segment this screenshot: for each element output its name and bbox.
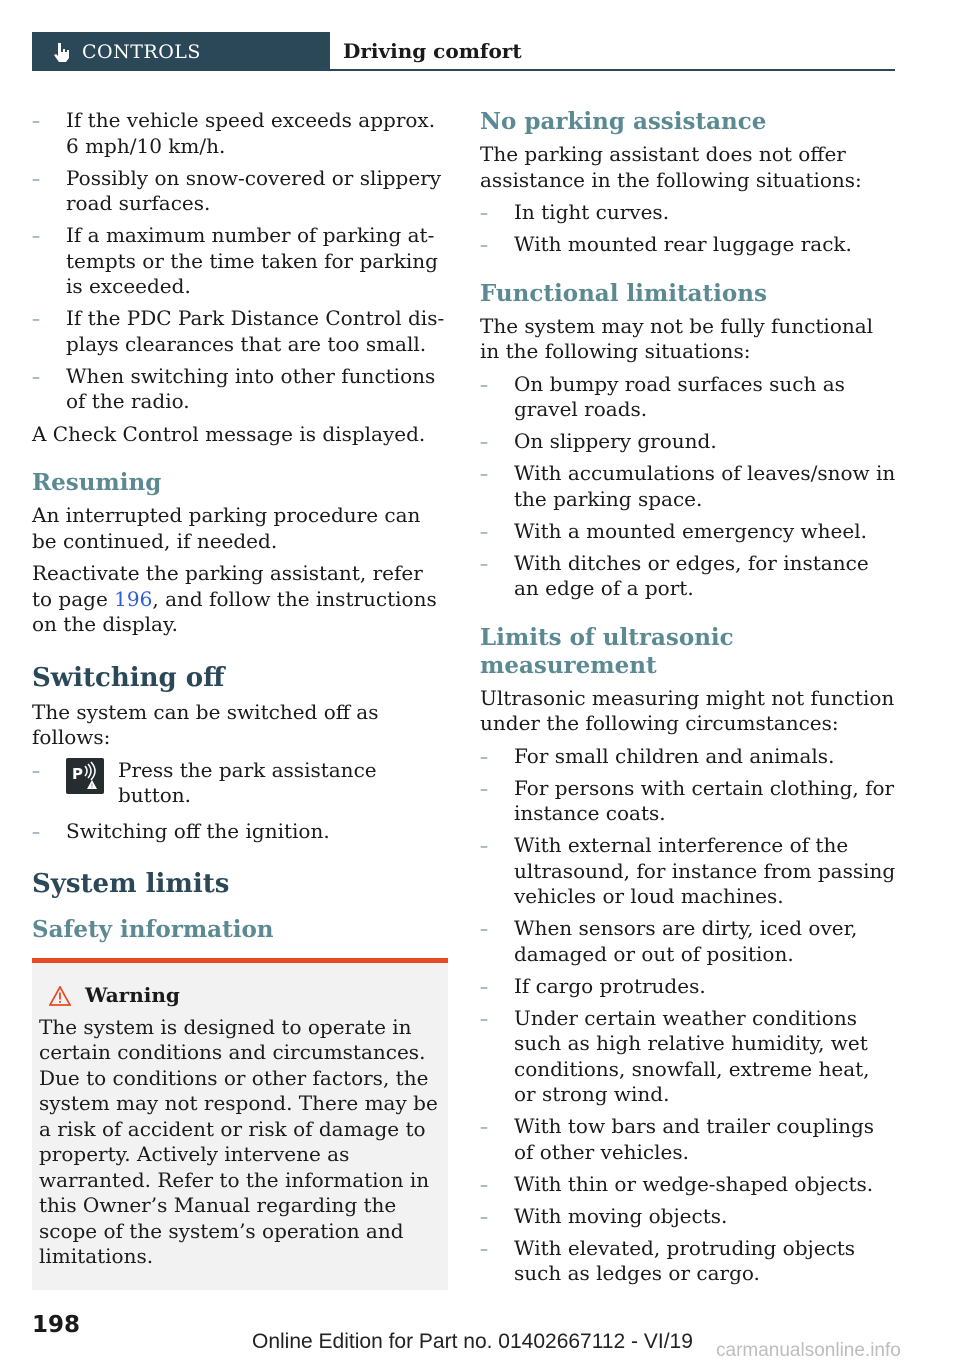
list-item: – With external interference of the ultrasound, for instance from passing vehicles or loud machines. [480, 833, 896, 910]
resuming-heading: Resuming [32, 469, 162, 496]
switching-off-list [32, 758, 448, 845]
chapter-title: Driving comfort [343, 39, 522, 63]
list-item: – With a mounted emergency wheel. [480, 519, 896, 545]
ultrasonic-list [480, 744, 896, 1287]
park-button-text: Press the park assistance button. [118, 757, 377, 807]
no-parking-intro: The parking assistant does not offer assistance in the following situations: [480, 142, 862, 192]
section-tab [32, 32, 330, 71]
warning-triangle-icon [49, 986, 71, 1006]
warning-title: Warning [85, 983, 180, 1007]
hand-pointer-icon [50, 41, 72, 63]
list-item: – With elevated, protruding objects such as ledges or cargo. [480, 1236, 896, 1287]
list-item: – Switching off the ignition. [32, 819, 448, 845]
list-item: – When switching into other functions of the radio. [32, 364, 448, 415]
list-item: – Under certain weather conditions such as high relative humidity, wet conditions, snowfall, extreme heat, or strong wind. [480, 1006, 896, 1108]
header-rule [330, 69, 895, 71]
ultrasonic-intro: Ultrasonic measuring might not function under the following circumstances: [480, 685, 895, 735]
watermark: carmanualsonline.info [716, 1340, 901, 1361]
svg-text:P: – P [72, 764, 83, 783]
list-item: – For persons with certain clothing, for instance coats. [480, 776, 896, 827]
functional-limits-list [480, 372, 896, 602]
ultrasonic-heading: Limits of ultrasonic measurement [480, 623, 734, 679]
warning-box [32, 958, 448, 1290]
page-link-196[interactable]: 196 [114, 586, 153, 611]
resuming-text-2a: Reactivate the parking assistant, refer to page [32, 561, 423, 611]
list-item: – When sensors are dirty, iced over, damaged or out of position. [480, 916, 896, 967]
cancel-conditions-list [32, 108, 448, 415]
park-assist-button-icon [66, 758, 104, 794]
no-parking-list [480, 200, 896, 258]
list-item: – If a maximum number of parking attempts or the time taken for parking is exceeded. [32, 223, 448, 300]
list-item: – If the vehicle speed exceeds approx. 6 mph/10 km/h. [32, 108, 448, 159]
edition-footer: Online Edition for Part no. 01402667112 - VI/19 [252, 1330, 693, 1353]
svg-text:!: ! [90, 782, 94, 790]
section-label: CONTROLS [82, 40, 201, 63]
warning-header [39, 983, 441, 1009]
park-assist-symbol-icon [66, 758, 104, 794]
list-item: – Possibly on snow-covered or slippery road surfaces. [32, 166, 448, 217]
list-item: – With mounted rear luggage rack. [480, 232, 896, 258]
list-item: – For small children and animals. [480, 744, 896, 770]
check-control-text: A Check Control message is displayed. [32, 421, 426, 446]
list-item: – With thin or wedge-shaped objects. [480, 1172, 896, 1198]
park-button-item [66, 758, 448, 809]
resuming-text-1: An interrupted parking procedure can be continued, if needed. [32, 503, 421, 553]
list-item: – If cargo protrudes. [480, 974, 896, 1000]
safety-info-heading: Safety information [32, 916, 274, 943]
list-item: – On bumpy road surfaces such as gravel roads. [480, 372, 896, 423]
system-limits-heading: System limits [32, 869, 230, 899]
no-parking-heading: No parking assistance [480, 108, 767, 135]
list-item: – If the PDC Park Distance Control displays clearances that are too small. [32, 306, 448, 357]
switching-off-heading: Switching off [32, 662, 225, 693]
list-item [32, 758, 448, 809]
left-column [32, 108, 448, 1290]
list-item: – On slippery ground. [480, 429, 896, 455]
resuming-text-2 [32, 561, 448, 638]
list-item: – With ditches or edges, for instance an edge of a port. [480, 551, 896, 602]
list-item: – In tight curves. [480, 200, 896, 226]
switching-off-intro: The system can be switched off as follows: [32, 699, 379, 749]
right-column [480, 108, 896, 1294]
warning-text: The system is designed to operate in certain conditions and circumstances. Due to conditions or other factors, the system may not respond. There may be a risk of accident or risk of damage to property. Actively intervene as warranted. Refer to the information in this Owner’s Manual regarding the scope of the system’s operation and limitations. [39, 1014, 438, 1268]
list-item: – With moving objects. [480, 1204, 896, 1230]
page-number: 198 [32, 1312, 81, 1338]
functional-limits-heading: Functional limitations [480, 279, 767, 307]
list-item: – With accumulations of leaves/snow in the parking space. [480, 461, 896, 512]
resuming-text-2b: , and follow the instructions on the display. [32, 586, 437, 636]
list-item: – With tow bars and trailer couplings of other vehicles. [480, 1114, 896, 1165]
functional-limits-intro: The system may not be fully functional in the following situations: [480, 313, 874, 363]
page-header [32, 32, 895, 71]
